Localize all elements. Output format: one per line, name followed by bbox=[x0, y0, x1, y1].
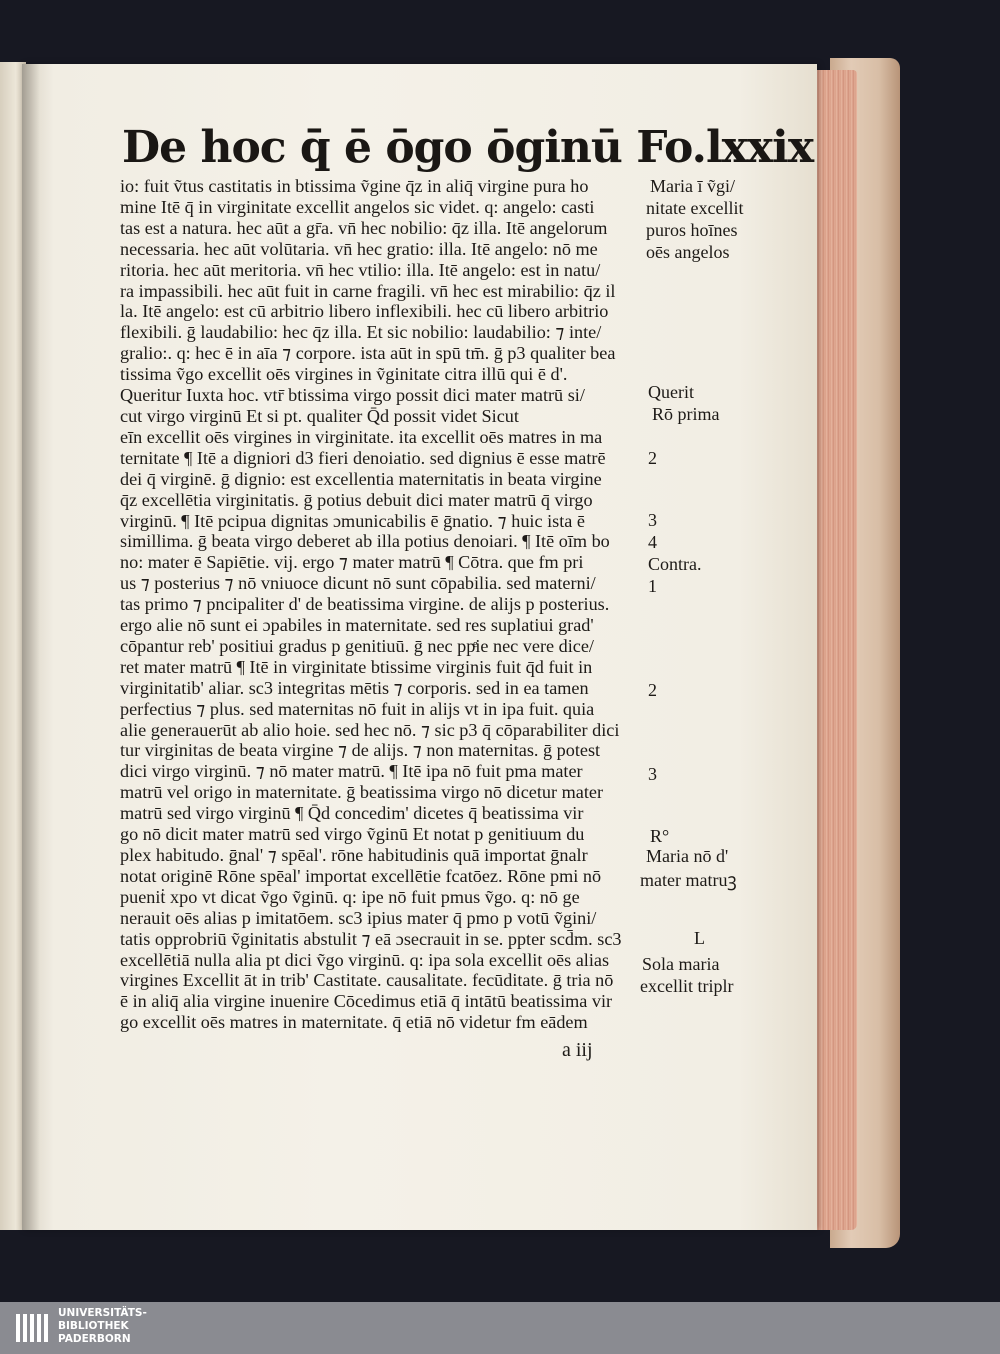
marginal-note: Sola maria bbox=[642, 954, 720, 974]
marginal-note: 4 bbox=[648, 532, 657, 552]
text-line: go nō dicit mater matrū sed virgo ṽginū Et notat p genitiuum du bbox=[120, 824, 585, 845]
text-line: alie generauerūt ab alio hoie. sed hec nō. ⁊ sic p3 q̄ cōparabiliter dici bbox=[120, 719, 620, 740]
text-line: necessaria. hec aūt volūtaria. vn̄ hec gratio: illa. Itē angelo: nō me bbox=[120, 238, 598, 259]
text-line: pueniṫ xpo vt dicat ṽgo ṽginū. q: ipe nō fuit pmus ṽgo. q: nō ge bbox=[120, 886, 580, 907]
text-line: ret mater matrū ¶ Itē in virginitate btissime virginis fuit q̄d fuit in bbox=[120, 656, 593, 677]
marginal-note: mater matruꝫ bbox=[640, 870, 737, 890]
library-logo-text bbox=[58, 1307, 147, 1346]
text-line: ternitate ¶ Itē a digniori d3 fieri denoiatio. sed dignius ē esse matrē bbox=[120, 447, 606, 468]
marginal-note: Rō prima bbox=[652, 404, 720, 424]
text-line: tatis opprobriū ṽginitatis abstulit ⁊ eā ɔsecrauit in se. ppter scd̄m. sc3 bbox=[120, 928, 622, 949]
logo-line: BIBLIOTHEK bbox=[58, 1320, 129, 1332]
text-line: ergo alie nō sunt ei ɔpabiles in maternitate. sed res suplatiui grad' bbox=[120, 615, 594, 636]
text-line: matrū sed virgo virginū ¶ Q̄d concedim' dicetes q̄ beatissima vir bbox=[120, 803, 584, 824]
text-line: ritoria. hec aūt meritoria. vn̄ hec vtilio: illa. Itē angelo: est in natu/ bbox=[120, 259, 601, 280]
text-line: la. Itē angelo: est cū arbitrio libero inflexibili. hec cū libero arbitrio bbox=[120, 301, 609, 322]
page-gutter bbox=[22, 64, 40, 1230]
marginal-note: 3 bbox=[648, 510, 657, 530]
text-line: no: mater ē Sapiētie. vij. ergo ⁊ mater matrū ¶ Cōtra. que fm pri bbox=[120, 552, 584, 573]
text-line: eīn excellit oēs virgines in virginitate. ita excellit oēs matres in ma bbox=[120, 426, 603, 447]
marginal-note: Contra. bbox=[648, 554, 702, 574]
marginal-note: oēs angelos bbox=[646, 242, 730, 262]
text-line: gralio:. q: hec ē in aīa ⁊ corpore. ista aūt in spū tm̄. ḡ p3 qualiter bea bbox=[120, 343, 616, 364]
text-line: io: fuit ṽtus castitatis in btissima ṽgine q̄z in aliq̄ virgine pura ho bbox=[120, 176, 589, 196]
logo-line: PADERBORN bbox=[58, 1333, 131, 1345]
text-line: tas est a natura. hec aūt a gr̄a. vn̄ hec nobilio: q̄z illa. Itē angelorum bbox=[120, 217, 608, 238]
text-line: tissima ṽgo excellit oēs virgines in ṽginitate citra illū qui ē d'. bbox=[120, 364, 568, 385]
text-line: excellētiā nulla alia pt dici ṽgo virginū. q: ipa sola excellit oēs alias bbox=[120, 949, 610, 970]
text-line: us ⁊ posterius ⁊ nō vniuoce dicunt nō sunt cōpabilia. sed materni/ bbox=[120, 573, 596, 594]
text-line: virginū. ¶ Itē pcipua dignitas ɔmunicabilis ē ḡnatio. ⁊ huic ista ē bbox=[120, 510, 585, 531]
marginal-note: excellit triplr bbox=[640, 976, 734, 996]
book-page bbox=[22, 64, 817, 1230]
text-line: Queritur Iuxta hoc. vtr̄ btissima virgo possit dici mater matrū si/ bbox=[120, 385, 585, 406]
marginal-note: L bbox=[694, 928, 705, 948]
text-line: go excellit oēs matres in maternitate. q̄ etiā nō videtur fm eādem bbox=[120, 1012, 588, 1033]
text-line: ra impassibili. hec aūt fuit in carne fragili. vn̄ hec est mirabilio: q̄z il bbox=[120, 280, 616, 301]
marginal-note: R° bbox=[650, 826, 670, 846]
text-line: tur virginitas de beata virgine ⁊ de alijs. ⁊ non maternitas. ḡ potest bbox=[120, 740, 601, 761]
logo-line: UNIVERSITÄTS- bbox=[58, 1307, 147, 1319]
library-logo-icon bbox=[14, 1310, 50, 1346]
text-line: ē in aliq̄ alia virgine inuenire Cōcedimus etiā q̄ intātū beatissima vir bbox=[120, 991, 613, 1012]
body-text bbox=[120, 176, 665, 1033]
text-line: cut virgo virginū Et si pt. qualiter Q̄d possit videt Sicut bbox=[120, 405, 519, 426]
text-line: q̄z excellētia virginitatis. ḡ potius debuit dici mater matrū q̄ virgo bbox=[120, 489, 593, 510]
text-line: simillima. ḡ beata virgo deberet ab illa potius denoiari. ¶ Itē oīm bo bbox=[120, 531, 610, 552]
marginal-note: 3 bbox=[648, 764, 657, 784]
text-line: mine Itē q̄ in virginitate excellit angelos sic videt. q: angelo: casti bbox=[120, 196, 595, 217]
running-head: De hoc q̄ ē ōgo ōginū Fo.lxxix bbox=[122, 122, 814, 173]
text-line: plex habitudo. ḡnal' ⁊ spēal'. rōne habitudinis quā importat ḡnalr bbox=[120, 845, 588, 865]
marginal-note: nitate excellit bbox=[646, 198, 744, 218]
text-line: dei q̄ virginē. ḡ dignio: est excellentia maternitatis in beata virgine bbox=[120, 468, 602, 489]
marginal-note: Querit bbox=[648, 382, 694, 402]
text-line: nerauit oēs alias p imitatōem. sc3 ipius mater q̄ pmo p votū ṽgini/ bbox=[120, 907, 597, 928]
text-line: flexibili. ḡ laudabilio: hec q̄z illa. Et sic nobilio: laudabilio: ⁊ inte/ bbox=[120, 322, 602, 343]
text-line: tas primo ⁊ pncipaliter d' de beatissima virgine. de alijs p posterius. bbox=[120, 594, 610, 615]
text-line: dici virgo virginū. ⁊ nō mater matrū. ¶ Itē ipa nō fuit pma mater bbox=[120, 761, 583, 782]
text-line: cōpantur reb' positiui gradus p genitiuū. ḡ nec ppͤie nec vere dice/ bbox=[120, 635, 594, 656]
marginal-note: Maria ī ṽgi/ bbox=[650, 176, 735, 196]
text-line: perfectius ⁊ plus. sed maternitas nō fuit in alijs vt in ipa fuit. quia bbox=[120, 698, 595, 719]
text-line: matrū vel origo in maternitate. ḡ beatissima virgo nō dicetur mater bbox=[120, 782, 604, 803]
text-line: virgines Excellit āt in trib' Castitate. causalitate. fecūditate. ḡ tria nō bbox=[120, 970, 614, 991]
marginal-note: 2 bbox=[648, 448, 657, 468]
signature-mark: a iij bbox=[562, 1039, 593, 1061]
marginal-note: 1 bbox=[648, 576, 657, 596]
text-line: virginitatib' aliar. sc3 integritas mētis ⁊ corporis. sed in ea tamen bbox=[120, 677, 589, 698]
marginal-note: puros hoīnes bbox=[646, 220, 738, 240]
text-line: notat originē Rōne spēal' importat excellētie fcatōez. Rōne pmi nō bbox=[120, 865, 602, 886]
marginal-note: Maria nō d' bbox=[646, 846, 729, 866]
footer-bar bbox=[0, 1302, 1000, 1354]
marginal-note: 2 bbox=[648, 680, 657, 700]
